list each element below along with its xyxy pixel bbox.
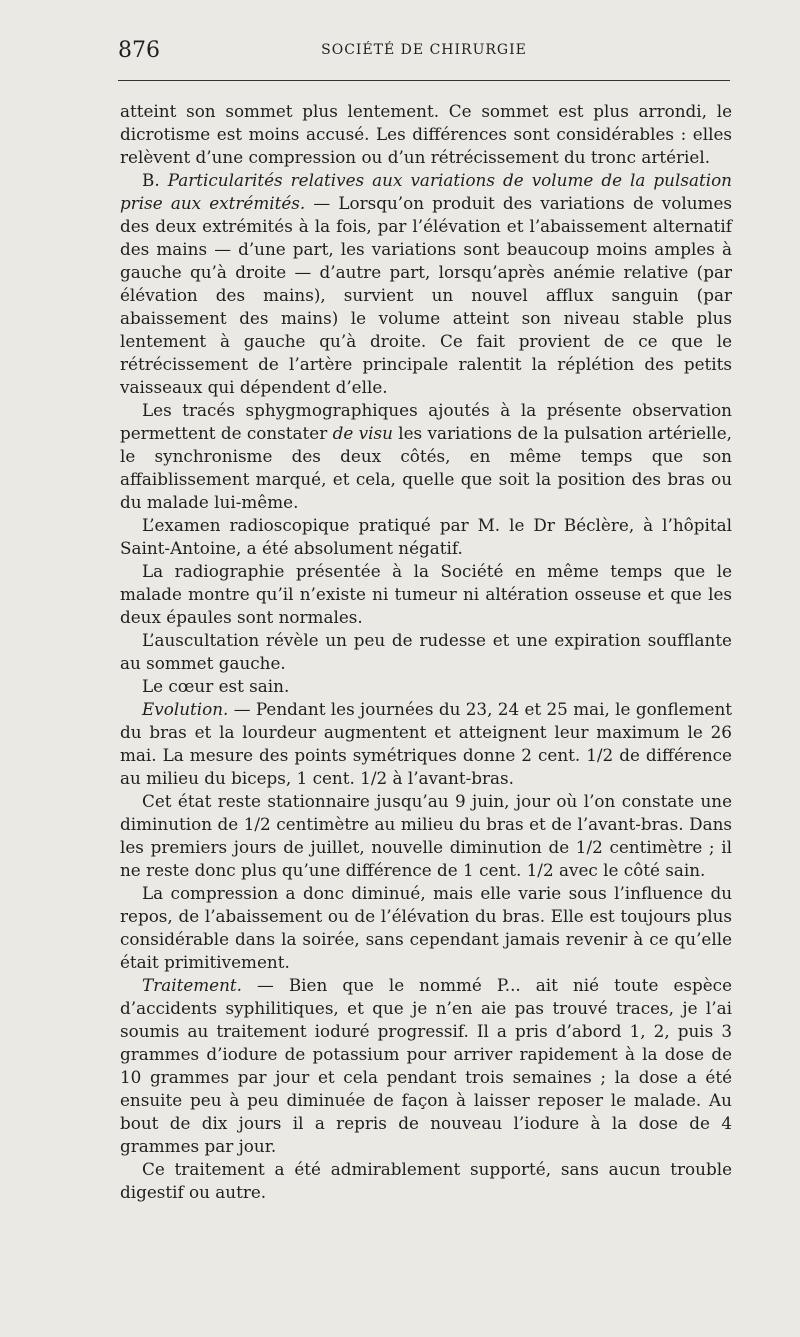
running-title: SOCIÉTÉ DE CHIRURGIE [321,42,527,58]
body-text [120,100,732,1204]
paragraph-coeur: Le cœur est sain. [142,676,290,696]
paragraph-final: Ce traitement a été admirablement supporté, sans aucun trouble digestif ou autre. [120,1159,732,1202]
paragraph-evolution: Evolution. — Pendant les journées du 23, 24 et 25 mai, le gonflement du bras et la lourdeur augmentent et atteignent leur maximum le 26 mai. La mesure des points symétriques donne 2 cent. 1/2 de différence au milieu du biceps, 1 cent. 1/2 à l’avant-bras. [120,699,732,788]
paragraph-traitement: Traitement. — Bien que le nommé P... ait nié toute espèce d’accidents syphilitiques, et que je n’en aie pas trouvé traces, je l’ai soumis au traitement ioduré progressif. Il a pris d’abord 1, 2, puis 3 grammes d’iodure de potassium pour arriver rapidement à la dose de 10 grammes par jour et cela pendant trois semaines ; la dose a été ensuite peu à peu diminuée de façon à laisser reposer le malade. Au bout de dix jours il a repris de nouveau l’iodure à la dose de 4 grammes par jour. [120,975,732,1156]
page-number: 876 [118,38,160,63]
paragraph-radiographie: La radiographie présentée à la Société en même temps que le malade montre qu’il n’existe ni tumeur ni altération osseuse et que les deux épaules sont normales. [120,561,732,627]
section-label: Particularités relatives aux variations de volume de la pulsation prise aux extrémités. [120,170,732,213]
section-label: Traitement. [142,975,242,995]
paragraph-radioscopie: L’examen radioscopique pratiqué par M. le Dr Béclère, à l’hôpital Saint-Antoine, a été absolument négatif. [120,515,732,558]
paragraph-continuation: atteint son sommet plus lentement. Ce sommet est plus arrondi, le dicrotisme est moins accusé. Les différences sont considérables : elles relèvent d’une compression ou d’un rétrécissement du tronc artériel. [120,101,732,167]
section-label: Evolution. [142,699,229,719]
paragraph-compression: La compression a donc diminué, mais elle varie sous l’influence du repos, de l’abaissement ou de l’élévation du bras. Elle est toujours plus considérable dans la soirée, sans cependant jamais revenir à ce qu’elle était primitivement. [120,883,732,972]
paragraph-particularites: B. Particularités relatives aux variations de volume de la pulsation prise aux extrémités. — Lorsqu’on produit des variations de volumes des deux extrémités à la fois, par l’élévation et l’abaissement alternatif des mains — d’une part, les variations sont beaucoup moins amples à gauche qu’à droite — d’autre part, lorsqu’après anémie relative (par élévation des mains), survient un nouvel afflux sanguin (par abaissement des mains) le volume atteint son niveau stable plus lentement à gauche qu’à droite. Ce fait provient de ce que le rétrécissement de l’artère principale ralentit la réplétion des petits vaisseaux qui dépendent d’elle. [120,170,732,397]
paragraph-auscultation: L’auscultation révèle un peu de rudesse et une expiration soufflante au sommet gauche. [120,630,732,673]
page-header [118,38,730,72]
paragraph-traces: Les tracés sphygmographiques ajoutés à la présente observation permettent de constater de visu les variations de la pulsation artérielle, le synchronisme des deux côtés, en même temps que son affaiblissement marqué, et cela, quelle que soit la position des bras ou du malade lui-même. [120,400,732,512]
paragraph-etat: Cet état reste stationnaire jusqu’au 9 juin, jour où l’on constate une diminution de 1/2 centimètre au milieu du bras et de l’avant-bras. Dans les premiers jours de juillet, nouvelle diminution de 1/2 centimètre ; il ne reste donc plus qu’une différence de 1 cent. 1/2 avec le côté sain. [120,791,732,880]
header-rule [118,80,730,81]
